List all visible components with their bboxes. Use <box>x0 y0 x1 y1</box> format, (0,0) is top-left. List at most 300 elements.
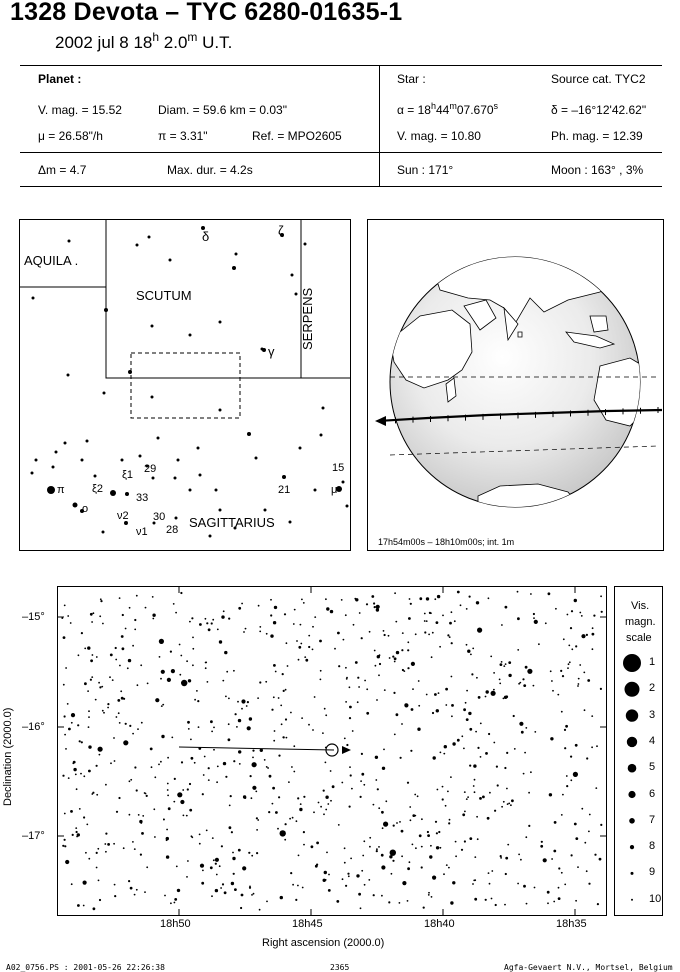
chart-star <box>448 867 450 869</box>
chart-star <box>558 897 561 900</box>
chart-star <box>229 826 232 829</box>
chart-star <box>467 796 469 798</box>
chart-star <box>241 699 245 703</box>
chart-star <box>449 636 451 638</box>
chart-star <box>140 664 142 666</box>
mag-scale-label: 10 <box>649 892 662 905</box>
chart-star <box>167 795 169 797</box>
chart-star <box>358 686 360 688</box>
chart-star <box>102 710 104 712</box>
chart-star <box>230 795 232 797</box>
chart-star <box>401 649 403 651</box>
chart-star <box>281 723 283 725</box>
chart-star <box>327 803 329 805</box>
chart-star <box>267 767 269 769</box>
chart-star <box>241 603 243 605</box>
chart-star <box>323 790 325 792</box>
chart-star <box>62 845 64 847</box>
chart-star <box>409 806 411 808</box>
page-title: 1328 Devota – TYC 6280-01635-1 <box>10 0 403 26</box>
chart-star <box>88 716 90 718</box>
chart-star <box>511 799 514 802</box>
chart-star <box>107 843 110 846</box>
chart-star <box>85 852 87 854</box>
chart-star <box>253 893 255 895</box>
chart-star <box>491 870 493 872</box>
chart-star <box>174 902 176 904</box>
chart-star <box>96 765 98 767</box>
chart-star <box>464 811 466 813</box>
map-star <box>320 434 323 437</box>
chart-star <box>287 665 289 667</box>
map-star <box>261 348 264 351</box>
star-label-29: 29 <box>144 463 157 475</box>
chart-star <box>382 767 385 770</box>
chart-star <box>274 730 276 732</box>
chart-star <box>228 698 230 700</box>
chart-star <box>479 797 482 800</box>
chart-star <box>486 690 489 693</box>
chart-star <box>84 648 86 650</box>
planet-parallax: π = 3.31" <box>158 129 208 143</box>
chart-star <box>341 599 343 601</box>
chart-star <box>123 740 128 745</box>
chart-star <box>216 874 218 876</box>
chart-star <box>450 901 453 904</box>
chart-star <box>473 764 476 767</box>
chart-star <box>325 809 327 811</box>
map-star <box>177 459 180 462</box>
chart-star <box>180 592 182 594</box>
chart-star <box>304 656 306 658</box>
chart-star <box>109 676 111 678</box>
globe-drawing <box>368 220 663 550</box>
chart-star <box>105 784 107 786</box>
chart-star <box>64 813 66 815</box>
chart-star <box>431 656 433 658</box>
chart-star <box>600 595 602 597</box>
star-label-xi1: ξ1 <box>122 469 134 481</box>
mag-scale-title-2: magn. <box>625 616 656 628</box>
chart-star <box>256 829 258 831</box>
map-star <box>152 477 155 480</box>
chart-star <box>272 787 275 790</box>
map-star <box>175 517 178 520</box>
chart-star <box>548 592 551 595</box>
chart-star <box>500 663 503 666</box>
chart-star <box>285 718 287 720</box>
chart-star <box>428 894 430 896</box>
mag-scale-dot <box>628 764 637 773</box>
chart-star <box>415 847 417 849</box>
chart-star <box>452 742 455 745</box>
chart-star <box>363 784 365 786</box>
chart-star <box>378 807 380 809</box>
chart-star <box>115 647 117 649</box>
chart-star <box>303 602 305 604</box>
chart-star <box>132 645 134 647</box>
chart-star <box>564 884 566 886</box>
chart-star <box>328 889 331 892</box>
chart-star <box>76 836 78 838</box>
chart-star <box>379 654 381 656</box>
chart-star <box>513 715 515 717</box>
map-star <box>314 489 317 492</box>
chart-star <box>457 739 460 742</box>
chart-star <box>396 651 399 654</box>
map-star <box>94 475 97 478</box>
chart-star <box>384 689 386 691</box>
chart-star <box>567 667 569 669</box>
chart-star <box>208 628 211 631</box>
chart-star <box>360 780 362 782</box>
chart-star <box>358 893 361 896</box>
chart-star <box>278 755 280 757</box>
chart-star <box>564 729 566 731</box>
map-star <box>104 308 108 312</box>
chart-star <box>569 661 571 663</box>
chart-star <box>110 762 112 764</box>
chart-star <box>293 771 295 773</box>
chart-star <box>215 889 218 892</box>
chart-star <box>140 854 142 856</box>
planet-reference: Ref. = MPO2605 <box>252 129 342 143</box>
chart-star <box>601 611 603 613</box>
chart-star <box>174 898 177 901</box>
chart-star <box>524 752 526 754</box>
chart-star <box>119 722 121 724</box>
map-star <box>32 297 35 300</box>
chart-star <box>519 722 523 726</box>
star-chart <box>57 586 607 916</box>
chart-star <box>444 745 447 748</box>
chart-star <box>424 620 426 622</box>
chart-star <box>123 847 125 849</box>
chart-star <box>326 607 329 610</box>
chart-star <box>176 866 178 868</box>
chart-star <box>303 831 305 833</box>
chart-star <box>101 686 103 688</box>
chart-star <box>152 618 154 620</box>
chart-star <box>73 768 76 771</box>
chart-star <box>314 616 316 618</box>
chart-star <box>291 766 293 768</box>
chart-star <box>222 680 224 682</box>
chart-star <box>407 641 409 643</box>
chart-star <box>93 612 95 614</box>
chart-star <box>323 813 325 815</box>
chart-star <box>437 595 440 598</box>
map-star <box>136 244 139 247</box>
chart-star <box>366 688 368 690</box>
chart-star <box>362 855 364 857</box>
star-label-21: 21 <box>278 484 291 496</box>
chart-star <box>575 837 578 840</box>
chart-star <box>455 841 457 843</box>
chart-star <box>477 628 482 633</box>
chart-star <box>417 795 419 797</box>
planet-heading: Planet : <box>38 72 82 86</box>
chart-star <box>525 836 527 838</box>
chart-star <box>190 739 192 741</box>
chart-star <box>592 627 594 629</box>
chart-star <box>363 840 365 842</box>
chart-star <box>252 786 256 790</box>
chart-star <box>588 883 590 885</box>
star-photographic-mag: Ph. mag. = 12.39 <box>551 129 643 143</box>
chart-star <box>466 798 468 800</box>
chart-star <box>277 828 279 830</box>
chart-star <box>474 898 477 901</box>
chart-star <box>258 605 260 607</box>
dec-tick-label-17: –17° <box>22 830 45 842</box>
chart-star <box>125 628 127 630</box>
mag-scale-label: 3 <box>649 708 656 721</box>
chart-star <box>251 797 253 799</box>
chart-star <box>243 631 245 633</box>
chart-star <box>541 841 543 843</box>
label-aquila: AQUILA . <box>24 253 79 268</box>
chart-star <box>162 704 164 706</box>
chart-star <box>432 712 434 714</box>
chart-star <box>226 671 228 673</box>
chart-star <box>295 899 297 901</box>
chart-star <box>245 628 247 630</box>
mag-scale-dot <box>628 791 635 798</box>
chart-star <box>436 832 438 834</box>
chart-star <box>508 803 510 805</box>
chart-star <box>312 729 314 731</box>
chart-star <box>189 621 191 623</box>
chart-star <box>121 697 124 700</box>
chart-star <box>144 891 146 893</box>
map-star <box>235 253 238 256</box>
chart-star <box>242 866 246 870</box>
chart-star <box>471 673 473 675</box>
chart-star <box>379 663 381 665</box>
chart-star <box>584 709 586 711</box>
chart-star <box>70 622 72 624</box>
chart-star <box>411 662 415 666</box>
chart-star <box>110 654 113 657</box>
chart-star <box>320 806 322 808</box>
chart-star <box>114 895 116 897</box>
chart-star <box>355 661 358 664</box>
chart-star <box>259 626 261 628</box>
chart-star <box>196 690 198 692</box>
chart-star <box>508 674 511 677</box>
map-star <box>322 407 325 410</box>
chart-star <box>239 763 241 765</box>
chart-star <box>92 654 94 656</box>
chart-star <box>495 904 497 906</box>
chart-star <box>199 623 202 626</box>
chart-star <box>318 802 320 804</box>
chart-star <box>594 854 596 856</box>
chart-star <box>410 819 412 821</box>
chart-star <box>463 708 466 711</box>
chart-star <box>558 867 560 869</box>
chart-star <box>489 883 491 885</box>
chart-star <box>451 611 453 613</box>
chart-star <box>248 852 250 854</box>
asteroid-path <box>179 747 334 750</box>
chart-star <box>266 901 268 903</box>
chart-star <box>344 862 346 864</box>
chart-star <box>574 599 577 602</box>
chart-star <box>451 642 453 644</box>
chart-star <box>159 639 164 644</box>
chart-star <box>429 855 432 858</box>
chart-star <box>451 715 453 717</box>
chart-star <box>366 712 369 715</box>
chart-star <box>282 673 284 675</box>
chart-star <box>237 701 239 703</box>
chart-star <box>407 667 409 669</box>
chart-star <box>543 858 547 862</box>
chart-star <box>353 624 355 626</box>
chart-star <box>338 824 340 826</box>
chart-star <box>586 870 588 872</box>
map-star <box>121 459 124 462</box>
chart-star <box>320 679 322 681</box>
chart-star <box>158 764 160 766</box>
chart-star <box>171 669 175 673</box>
chart-star <box>142 815 144 817</box>
chart-star <box>325 762 327 764</box>
chart-star <box>407 867 410 870</box>
chart-star <box>79 808 81 810</box>
chart-star <box>504 904 506 906</box>
chart-star <box>99 754 101 756</box>
chart-star <box>324 871 327 874</box>
chart-star <box>451 704 454 707</box>
chart-star <box>579 664 581 666</box>
chart-star <box>146 866 148 868</box>
chart-star <box>450 776 452 778</box>
event-datetime: 2002 jul 8 18$^h$ 2.0$^m$ U.T. <box>55 30 233 52</box>
chart-star <box>581 615 583 617</box>
chart-star <box>168 807 171 810</box>
chart-star <box>90 613 93 616</box>
planet-motion: μ = 26.58"/h <box>38 129 103 143</box>
chart-star <box>568 663 570 665</box>
chart-star <box>375 779 377 781</box>
chart-star <box>189 783 191 785</box>
chart-star <box>285 823 287 825</box>
chart-star <box>525 727 527 729</box>
chart-star <box>208 767 210 769</box>
chart-star <box>591 746 593 748</box>
chart-star <box>476 601 479 604</box>
chart-star <box>113 737 115 739</box>
chart-star <box>275 671 277 673</box>
chart-star <box>360 907 362 909</box>
chart-star <box>467 650 470 653</box>
chart-star <box>64 839 66 841</box>
chart-star <box>525 666 528 669</box>
chart-star <box>320 670 322 672</box>
chart-star <box>501 661 503 663</box>
chart-star <box>355 598 358 601</box>
chart-star <box>96 852 98 854</box>
chart-star <box>187 721 190 724</box>
chart-star <box>199 843 201 845</box>
map-star <box>157 437 160 440</box>
chart-star <box>216 781 218 783</box>
dec-tick-label-15: –15° <box>22 611 45 623</box>
chart-star <box>485 752 488 755</box>
chart-star <box>571 854 573 856</box>
chart-star <box>313 811 315 813</box>
chart-star <box>466 608 468 610</box>
chart-star <box>213 749 215 751</box>
chart-star <box>273 696 275 698</box>
chart-star <box>427 834 430 837</box>
chart-star <box>435 821 437 823</box>
chart-star <box>436 709 439 712</box>
chart-star <box>369 846 371 848</box>
map-star <box>232 266 236 270</box>
chart-star <box>568 645 570 647</box>
chart-star <box>575 900 577 902</box>
chart-star <box>271 709 273 711</box>
chart-star <box>359 612 361 614</box>
chart-star <box>599 858 602 861</box>
chart-star <box>90 679 92 681</box>
footer-page-number: 2365 <box>330 963 350 972</box>
map-star <box>346 505 349 508</box>
chart-star <box>557 694 559 696</box>
chart-star <box>294 609 296 611</box>
chart-star <box>342 878 344 880</box>
chart-star <box>436 846 439 849</box>
chart-star <box>314 696 316 698</box>
map-star <box>219 409 222 412</box>
chart-star <box>352 730 354 732</box>
chart-star <box>505 663 507 665</box>
chart-star <box>153 808 155 810</box>
chart-star <box>298 646 301 649</box>
chart-star <box>519 682 521 684</box>
chart-star <box>308 724 310 726</box>
chart-star <box>167 783 169 785</box>
chart-star <box>134 619 136 621</box>
chart-star <box>394 734 396 736</box>
chart-star <box>160 678 162 680</box>
chart-star <box>136 889 138 891</box>
chart-star <box>83 905 85 907</box>
chart-star <box>234 888 237 891</box>
chart-star <box>252 757 254 759</box>
chart-star <box>194 762 196 764</box>
chart-star <box>361 870 363 872</box>
mag-scale-dot <box>631 872 634 875</box>
star-label-mu: μ <box>331 484 338 496</box>
chart-star <box>382 827 384 829</box>
chart-star <box>275 811 278 814</box>
chart-star <box>348 875 350 877</box>
chart-star <box>107 707 109 709</box>
chart-star <box>119 665 121 667</box>
chart-star <box>343 639 345 641</box>
chart-star <box>499 683 501 685</box>
header-mid-rule <box>20 152 662 153</box>
chart-star <box>554 821 557 824</box>
chart-star <box>570 779 572 781</box>
chart-star <box>570 756 572 758</box>
chart-star <box>465 702 467 704</box>
